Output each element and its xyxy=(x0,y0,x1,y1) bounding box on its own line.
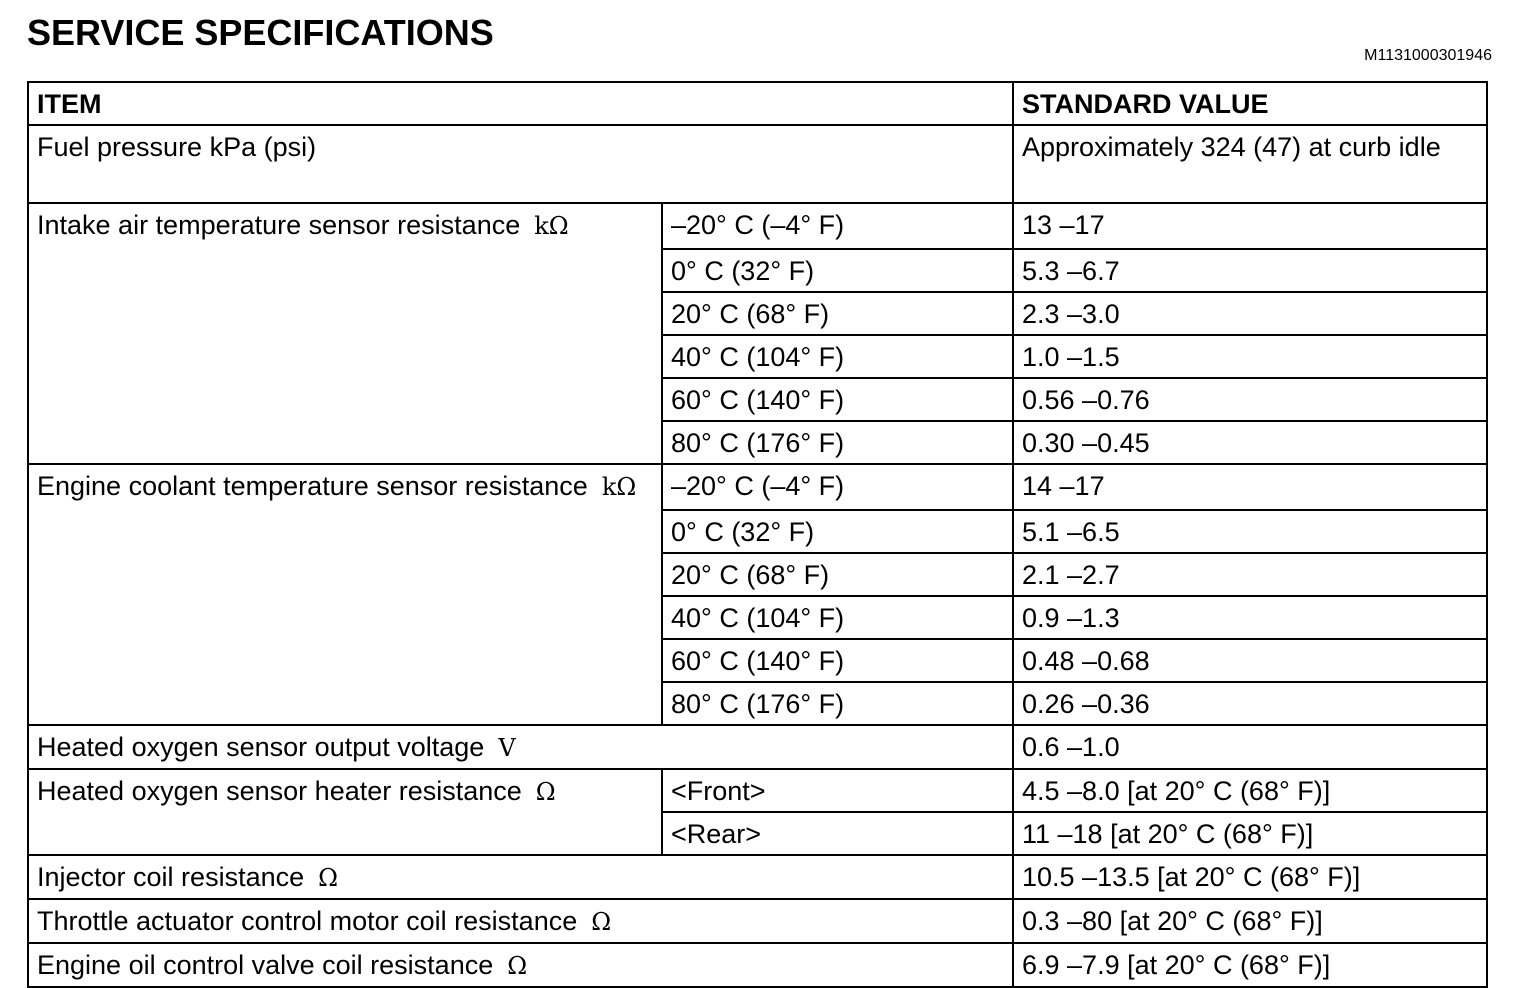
value-cell: 4.5 –8.0 [at 20° C (68° F)] xyxy=(1013,769,1487,812)
throttle-label: Throttle actuator control motor coil resistance xyxy=(37,906,578,936)
cond-cell: 0° C (32° F) xyxy=(662,249,1013,292)
value-cell: 14 –17 xyxy=(1013,464,1487,510)
table-row xyxy=(28,203,1487,249)
value-cell: 0.48 –0.68 xyxy=(1013,639,1487,682)
page-title: SERVICE SPECIFICATIONS xyxy=(27,12,494,53)
injector-unit: Ω xyxy=(318,864,339,892)
table-header-row xyxy=(28,82,1487,125)
value-cell: 0.9 –1.3 xyxy=(1013,596,1487,639)
cond-cell: –20° C (–4° F) xyxy=(662,203,1013,249)
o2-heater-label: Heated oxygen sensor heater resistance xyxy=(37,776,522,806)
row-label-throttle xyxy=(28,899,1013,943)
oil-control-unit: Ω xyxy=(507,952,528,980)
intake-air-unit: kΩ xyxy=(534,212,569,240)
cond-cell: 80° C (176° F) xyxy=(662,682,1013,725)
value-cell: 0.3 –80 [at 20° C (68° F)] xyxy=(1013,899,1487,943)
value-cell: 0.30 –0.45 xyxy=(1013,421,1487,464)
value-cell: 11 –18 [at 20° C (68° F)] xyxy=(1013,812,1487,855)
cond-cell: 0° C (32° F) xyxy=(662,510,1013,553)
value-cell: 5.1 –6.5 xyxy=(1013,510,1487,553)
cond-cell: 20° C (68° F) xyxy=(662,553,1013,596)
cond-cell: 80° C (176° F) xyxy=(662,421,1013,464)
table-row xyxy=(28,769,1487,812)
table-row xyxy=(28,464,1487,510)
value-cell: 0.26 –0.36 xyxy=(1013,682,1487,725)
cond-cell: 20° C (68° F) xyxy=(662,292,1013,335)
header-item: ITEM xyxy=(28,82,1013,125)
row-label-fuel-pressure: Fuel pressure kPa (psi) xyxy=(28,125,1013,203)
cond-cell: <Rear> xyxy=(662,812,1013,855)
o2-heater-unit: Ω xyxy=(535,778,556,806)
o2-voltage-unit: V xyxy=(498,734,516,762)
value-cell: 2.3 –3.0 xyxy=(1013,292,1487,335)
cond-cell: 40° C (104° F) xyxy=(662,596,1013,639)
row-label-oil-control xyxy=(28,943,1013,987)
value-cell: 2.1 –2.7 xyxy=(1013,553,1487,596)
value-cell: 5.3 –6.7 xyxy=(1013,249,1487,292)
spec-table xyxy=(27,81,1488,988)
cond-cell: 40° C (104° F) xyxy=(662,335,1013,378)
oil-control-label: Engine oil control valve coil resistance xyxy=(37,950,494,980)
table-row xyxy=(28,855,1487,899)
value-cell: 10.5 –13.5 [at 20° C (68° F)] xyxy=(1013,855,1487,899)
cond-cell: <Front> xyxy=(662,769,1013,812)
coolant-label: Engine coolant temperature sensor resistance xyxy=(37,471,588,501)
row-label-o2-voltage xyxy=(28,725,1013,769)
cond-cell: 60° C (140° F) xyxy=(662,378,1013,421)
row-label-coolant xyxy=(28,464,662,725)
value-cell: 13 –17 xyxy=(1013,203,1487,249)
value-cell: 0.56 –0.76 xyxy=(1013,378,1487,421)
value-cell: 0.6 –1.0 xyxy=(1013,725,1487,769)
row-label-o2-heater xyxy=(28,769,662,855)
table-row xyxy=(28,725,1487,769)
header-standard-value: STANDARD VALUE xyxy=(1013,82,1487,125)
throttle-unit: Ω xyxy=(591,908,612,936)
table-row xyxy=(28,899,1487,943)
document-id: M1131000301946 xyxy=(1364,47,1492,64)
injector-label: Injector coil resistance xyxy=(37,862,305,892)
table-row xyxy=(28,125,1487,203)
o2-voltage-label: Heated oxygen sensor output voltage xyxy=(37,732,485,762)
row-label-intake-air xyxy=(28,203,662,464)
coolant-unit: kΩ xyxy=(601,473,637,501)
value-cell: 1.0 –1.5 xyxy=(1013,335,1487,378)
cond-cell: –20° C (–4° F) xyxy=(662,464,1013,510)
table-row xyxy=(28,943,1487,987)
row-label-injector xyxy=(28,855,1013,899)
row-value-fuel-pressure: Approximately 324 (47) at curb idle xyxy=(1013,125,1487,203)
value-cell: 6.9 –7.9 [at 20° C (68° F)] xyxy=(1013,943,1487,987)
intake-air-label: Intake air temperature sensor resistance xyxy=(37,210,521,240)
cond-cell: 60° C (140° F) xyxy=(662,639,1013,682)
